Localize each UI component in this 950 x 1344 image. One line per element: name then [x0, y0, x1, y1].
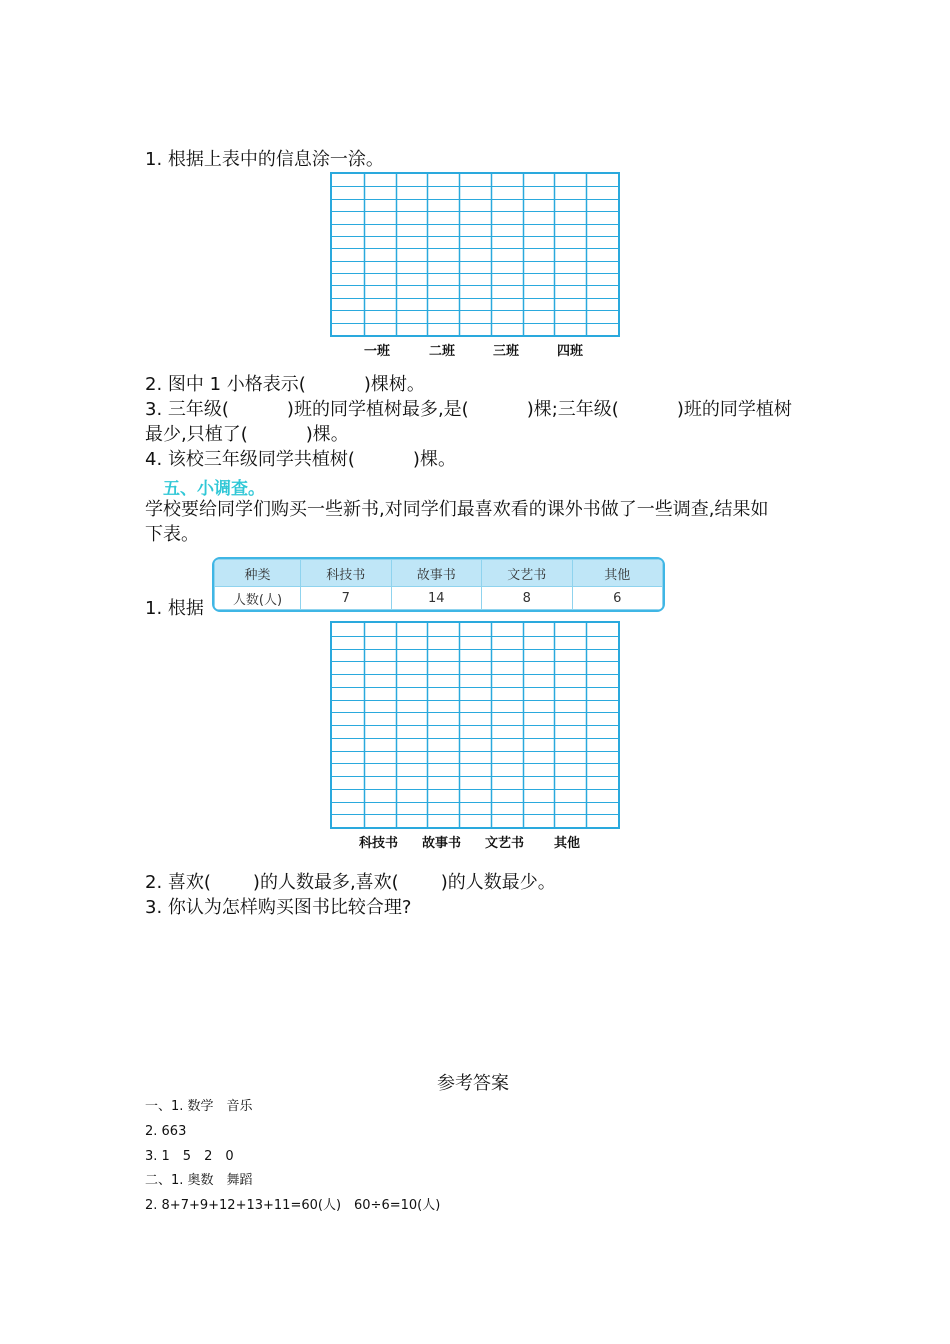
- table-header-cell: 种类: [215, 560, 301, 587]
- table-cell: 6: [572, 587, 663, 610]
- section-5-question-3: 3. 你认为怎样购买图书比较合理?: [145, 897, 412, 918]
- section-5-question-1: 1. 根据: [145, 598, 204, 619]
- table-cell: 14: [391, 587, 482, 610]
- answer-line: 二、1. 奥数 舞蹈: [145, 1173, 253, 1188]
- grid2-label-other: 其他: [554, 836, 581, 851]
- grid2-label-literature: 文艺书: [485, 836, 525, 851]
- question-3-text-b: )班的同学植树最多,是(: [286, 399, 469, 420]
- question-text-a: 2. 喜欢(: [145, 872, 211, 893]
- table-header-cell: 其他: [572, 560, 663, 587]
- grid1-label-class4: 四班: [557, 344, 584, 359]
- question-text-c: )的人数最少。: [440, 872, 556, 893]
- question-text-b: )的人数最多,喜欢(: [252, 872, 399, 893]
- question-3-line-1: [145, 398, 792, 422]
- table-header-cell: 文艺书: [482, 560, 573, 587]
- question-3-text-a: 3. 三年级(: [145, 399, 229, 420]
- question-4-text-a: 4. 该校三年级同学共植树(: [145, 449, 355, 470]
- section-5-intro-line-1: 学校要给同学们购买一些新书,对同学们最喜欢看的课外书做了一些调查,结果如: [145, 499, 769, 520]
- grid-chart-2[interactable]: [330, 621, 620, 829]
- grid2-label-science: 科技书: [359, 836, 399, 851]
- section-5-heading: 五、小调查。: [163, 479, 265, 499]
- question-3-text-d: )班的同学植树: [676, 399, 792, 420]
- question-3-text-f: )棵。: [305, 424, 349, 445]
- answer-line: 2. 663: [145, 1124, 187, 1139]
- question-1-fill: 1. 根据上表中的信息涂一涂。: [145, 149, 384, 170]
- answer-line: 3. 1 5 2 0: [145, 1149, 234, 1164]
- table-header-cell: 故事书: [391, 560, 482, 587]
- answer-line: 一、1. 数学 音乐: [145, 1099, 253, 1114]
- table-cell: 7: [301, 587, 392, 610]
- table-header-cell: 科技书: [301, 560, 392, 587]
- question-2-text-a: 2. 图中 1 小格表示(: [145, 374, 306, 395]
- answers-title: 参考答案: [437, 1073, 509, 1094]
- question-4-text-b: )棵。: [412, 449, 456, 470]
- question-3-line-2: [145, 423, 349, 447]
- grid1-label-class1: 一班: [364, 344, 391, 359]
- section-5-intro-line-2: 下表。: [145, 524, 199, 545]
- table-cell: 8: [482, 587, 573, 610]
- survey-table: [212, 557, 665, 612]
- grid1-label-class2: 二班: [429, 344, 456, 359]
- question-3-text-c: )棵;三年级(: [526, 399, 619, 420]
- table-cell: 人数(人): [215, 587, 301, 610]
- grid1-label-class3: 三班: [493, 344, 520, 359]
- grid-chart-1[interactable]: [330, 172, 620, 337]
- section-5-question-2: [145, 871, 556, 895]
- answer-line: 2. 8+7+9+12+13+11=60(人) 60÷6=10(人): [145, 1198, 441, 1213]
- question-2: [145, 373, 425, 397]
- grid2-label-story: 故事书: [422, 836, 462, 851]
- question-3-text-e: 最少,只植了(: [145, 424, 248, 445]
- question-2-text-b: )棵树。: [363, 374, 425, 395]
- question-4: [145, 448, 456, 472]
